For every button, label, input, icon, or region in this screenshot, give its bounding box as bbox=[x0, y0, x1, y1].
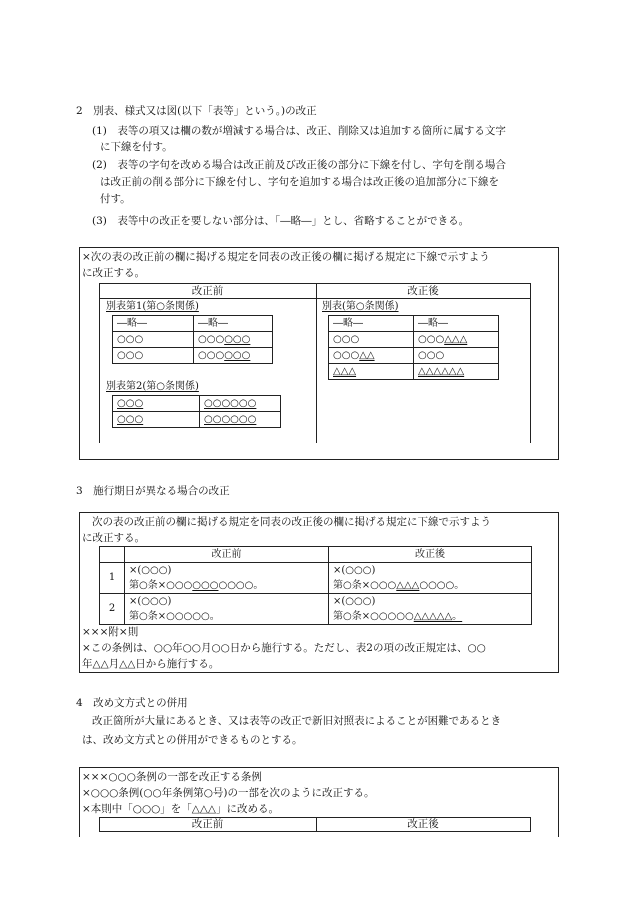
cell: ○○○ bbox=[414, 348, 499, 364]
example-1-right-rule bbox=[530, 283, 531, 443]
cell-text: ○○○ bbox=[198, 333, 225, 345]
col-header-before: 改正前 bbox=[125, 547, 329, 563]
item-2-line-3: 付す。 bbox=[100, 193, 131, 205]
cell-underlined: ○○○ bbox=[224, 333, 251, 345]
cell: ―略― bbox=[414, 316, 499, 332]
cell-text: ○○○ bbox=[418, 333, 445, 345]
cell: ○○○ bbox=[113, 332, 194, 348]
left-table-2-title: 別表第2(第○条関係) bbox=[106, 381, 199, 392]
item-3: (3) 表等中の改正を要しない部分は、「―略―」とし、省略することができる。 bbox=[92, 215, 470, 227]
left-table-1 bbox=[112, 315, 273, 364]
section-3-heading: 3 施行期日が異なる場合の改正 bbox=[76, 485, 230, 497]
cell: ―略― bbox=[329, 316, 414, 332]
example-1-mid-rule bbox=[316, 283, 317, 443]
example-3-line-2: ×○○○条例(○○年条例第○号)の一部を次のように改正する。 bbox=[82, 787, 375, 799]
cell: 第○条×○○○○○。 bbox=[125, 609, 329, 625]
cell bbox=[194, 332, 273, 348]
cell: ×(○○○) bbox=[125, 594, 329, 610]
cell-text: ○○○ bbox=[333, 349, 360, 361]
example-3-line-3: ×本則中「○○○」を「△△△」に改める。 bbox=[82, 803, 280, 815]
cell: ×(○○○) bbox=[329, 594, 532, 610]
example-3-line-1: ×××○○○条例の一部を改正する条例 bbox=[82, 771, 262, 783]
cell: ○○○ bbox=[113, 348, 194, 364]
cell: △△△△△△ bbox=[414, 364, 499, 380]
supplementary-line-1: ×この条例は、○○年○○月○○日から施行する。ただし、表2の項の改正規定は、○○ bbox=[82, 642, 486, 654]
cell: ○○○ bbox=[329, 332, 414, 348]
cell-underlined: △△△ bbox=[396, 579, 420, 591]
cell: ○○○○○○ bbox=[200, 396, 281, 412]
left-table-1-title: 別表第1(第○条関係) bbox=[106, 301, 199, 312]
cell: ×(○○○) bbox=[329, 563, 532, 579]
cell-underlined: △△ bbox=[359, 349, 375, 361]
item-2-line-2: は改正前の削る部分に下線を付し、字句を追加する場合は改正後の追加部分に下線を bbox=[100, 176, 499, 188]
section-2-heading: 2 別表、様式又は図(以下「表等」という。)の改正 bbox=[76, 105, 317, 117]
cell-text: ○○○○。 bbox=[218, 579, 264, 591]
example-1-header-bottom bbox=[99, 298, 531, 299]
right-table-1 bbox=[328, 315, 499, 380]
cell: ―略― bbox=[194, 316, 273, 332]
example-1-intro-line-1: ×次の表の改正前の欄に掲げる規定を同表の改正後の欄に掲げる規定に下線で示すよう bbox=[82, 251, 490, 263]
row-number: 2 bbox=[100, 594, 125, 625]
item-1-line-2: に下線を付す。 bbox=[100, 141, 173, 153]
cell-text: 第○条×○○○ bbox=[333, 579, 397, 591]
cell bbox=[329, 578, 532, 594]
item-2-line-1: (2) 表等の字句を改める場合は改正前及び改正後の部分に下線を付し、字句を削る場合 bbox=[92, 159, 506, 171]
item-1-line-1: (1) 表等の項又は欄の数が増減する場合は、改正、削除又は追加する箇所に属する文字 bbox=[92, 125, 506, 137]
row-number: 1 bbox=[100, 563, 125, 594]
cell-underlined: ○○○ bbox=[192, 579, 219, 591]
cell bbox=[194, 348, 273, 364]
cell: ○○○○○○ bbox=[200, 412, 281, 428]
example-3-header-bottom bbox=[99, 831, 531, 832]
cell bbox=[414, 332, 499, 348]
supplementary-line-2: 年△△月△△日から施行する。 bbox=[82, 658, 220, 670]
cell: ×(○○○) bbox=[125, 563, 329, 579]
cell-text: ○○○ bbox=[198, 349, 225, 361]
example-2-intro-line-2: に改正する。 bbox=[82, 532, 145, 544]
cell-text: ○○○○。 bbox=[419, 579, 465, 591]
example-2-table bbox=[99, 546, 532, 625]
col-header-after: 改正後 bbox=[329, 547, 532, 563]
example-2-intro-line-1: 次の表の改正前の欄に掲げる規定を同表の改正後の欄に掲げる規定に下線で示すよう bbox=[92, 516, 491, 528]
supplementary-heading: ×××附×則 bbox=[82, 626, 139, 638]
right-table-1-title: 別表(第○条関係) bbox=[322, 301, 399, 312]
corner-cell bbox=[100, 547, 125, 563]
cell-text: 第○条×○○○ bbox=[129, 579, 193, 591]
cell: ―略― bbox=[113, 316, 194, 332]
cell bbox=[125, 578, 329, 594]
cell bbox=[329, 609, 532, 625]
example-3-right-rule bbox=[530, 817, 531, 832]
left-table-2 bbox=[112, 395, 281, 428]
cell-underlined: ○○○ bbox=[224, 349, 251, 361]
example-3-col-before: 改正前 bbox=[191, 818, 224, 830]
example-1-col-after: 改正後 bbox=[407, 285, 439, 297]
cell bbox=[329, 348, 414, 364]
cell: ○○○ bbox=[113, 396, 200, 412]
cell: ○○○ bbox=[113, 412, 200, 428]
section-4-heading: 4 改め文方式との併用 bbox=[76, 697, 188, 709]
cell-text: 第○条×○○○○○ bbox=[333, 610, 414, 622]
cell-underlined: △△△ bbox=[444, 333, 468, 345]
section-4-para-line-2: は、改め文方式との併用ができるものとする。 bbox=[82, 734, 303, 746]
cell: △△△ bbox=[329, 364, 414, 380]
example-1-col-before: 改正前 bbox=[191, 285, 224, 297]
section-4-para-line-1: 改正箇所が大量にあるとき、又は表等の改正で新旧対照表によることが困難であるとき bbox=[92, 715, 502, 727]
example-1-left-rule bbox=[99, 283, 100, 443]
cell-underlined: △△△△△。 bbox=[413, 610, 463, 622]
example-3-col-after: 改正後 bbox=[407, 818, 439, 830]
example-1-intro-line-2: に改正する。 bbox=[82, 267, 145, 279]
